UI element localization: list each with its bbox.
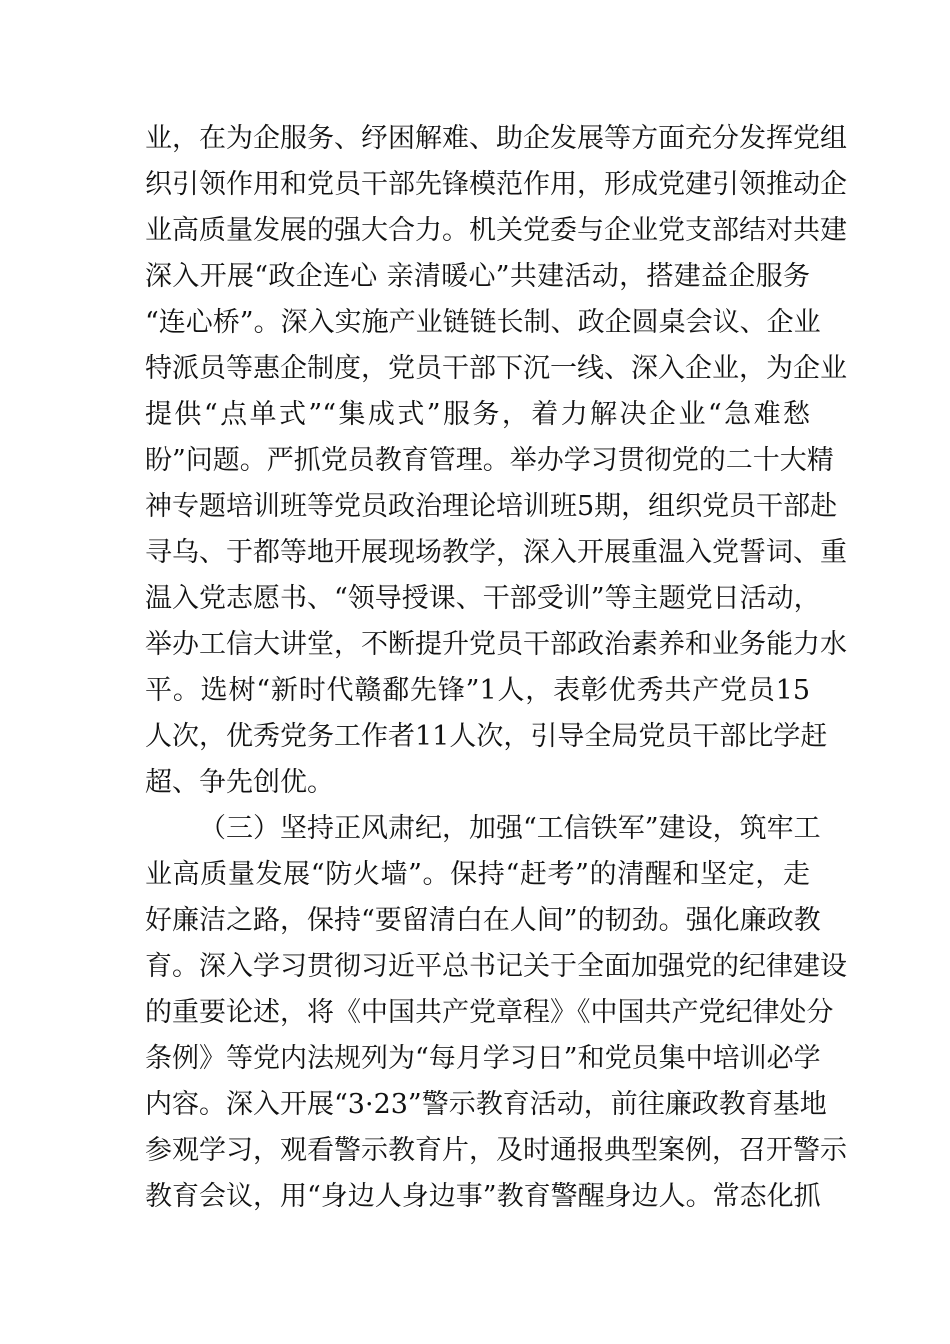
- text-line: 条例》等党内法规列为“每月学习日”和党员集中培训必学: [145, 1043, 821, 1074]
- text-line: 业，在为企服务、纾困解难、助企发展等方面充分发挥党组: [145, 123, 847, 154]
- text-line: 提供“点单式”“集成式”服务，着力解决企业“急难愁: [145, 399, 810, 430]
- document-body: [145, 116, 847, 1220]
- text-line: 平。选树“新时代赣鄱先锋”1人，表彰优秀共产党员15: [145, 675, 810, 706]
- paragraph-discipline: [145, 806, 847, 1220]
- text-line: 寻乌、于都等地开展现场教学，深入开展重温入党誓词、重: [145, 537, 847, 568]
- text-line: 的重要论述，将《中国共产党章程》《中国共产党纪律处分: [145, 997, 834, 1028]
- text-line: 好廉洁之路，保持“要留清白在人间”的韧劲。强化廉政教: [145, 905, 821, 936]
- text-line: 超、争先创优。: [145, 767, 334, 798]
- text-line: “连心桥”。深入实施产业链链长制、政企圆桌会议、企业: [145, 307, 821, 338]
- text-line: 举办工信大讲堂，不断提升党员干部政治素养和业务能力水: [145, 629, 847, 660]
- text-line: 盼”问题。严抓党员教育管理。举办学习贯彻党的二十大精: [145, 445, 834, 476]
- text-line: 织引领作用和党员干部先锋模范作用，形成党建引领推动企: [145, 169, 847, 200]
- section-heading-line: （三）坚持正风肃纪，加强“工信铁军”建设，筑牢工: [199, 813, 821, 844]
- text-line: 育。深入学习贯彻习近平总书记关于全面加强党的纪律建设: [145, 951, 847, 982]
- text-line: 神专题培训班等党员政治理论培训班5期，组织党员干部赴: [145, 491, 838, 522]
- text-line: 人次，优秀党务工作者11人次，引导全局党员干部比学赶: [145, 721, 828, 752]
- text-line: 教育会议，用“身边人身边事”教育警醒身边人。常态化抓: [145, 1181, 821, 1212]
- text-line: 特派员等惠企制度，党员干部下沉一线、深入企业，为企业: [145, 353, 847, 384]
- text-line: 温入党志愿书、“领导授课、干部受训”等主题党日活动，: [145, 583, 821, 614]
- paragraph-party-building: [145, 116, 847, 806]
- text-line: 业高质量发展“防火墙”。保持“赶考”的清醒和坚定，走: [145, 859, 810, 890]
- text-line: 业高质量发展的强大合力。机关党委与企业党支部结对共建: [145, 215, 847, 246]
- text-line: 深入开展“政企连心 亲清暖心”共建活动，搭建益企服务: [145, 261, 810, 292]
- text-line: 内容。深入开展“3·23”警示教育活动，前往廉政教育基地: [145, 1089, 827, 1120]
- text-line: 参观学习，观看警示教育片，及时通报典型案例，召开警示: [145, 1135, 847, 1166]
